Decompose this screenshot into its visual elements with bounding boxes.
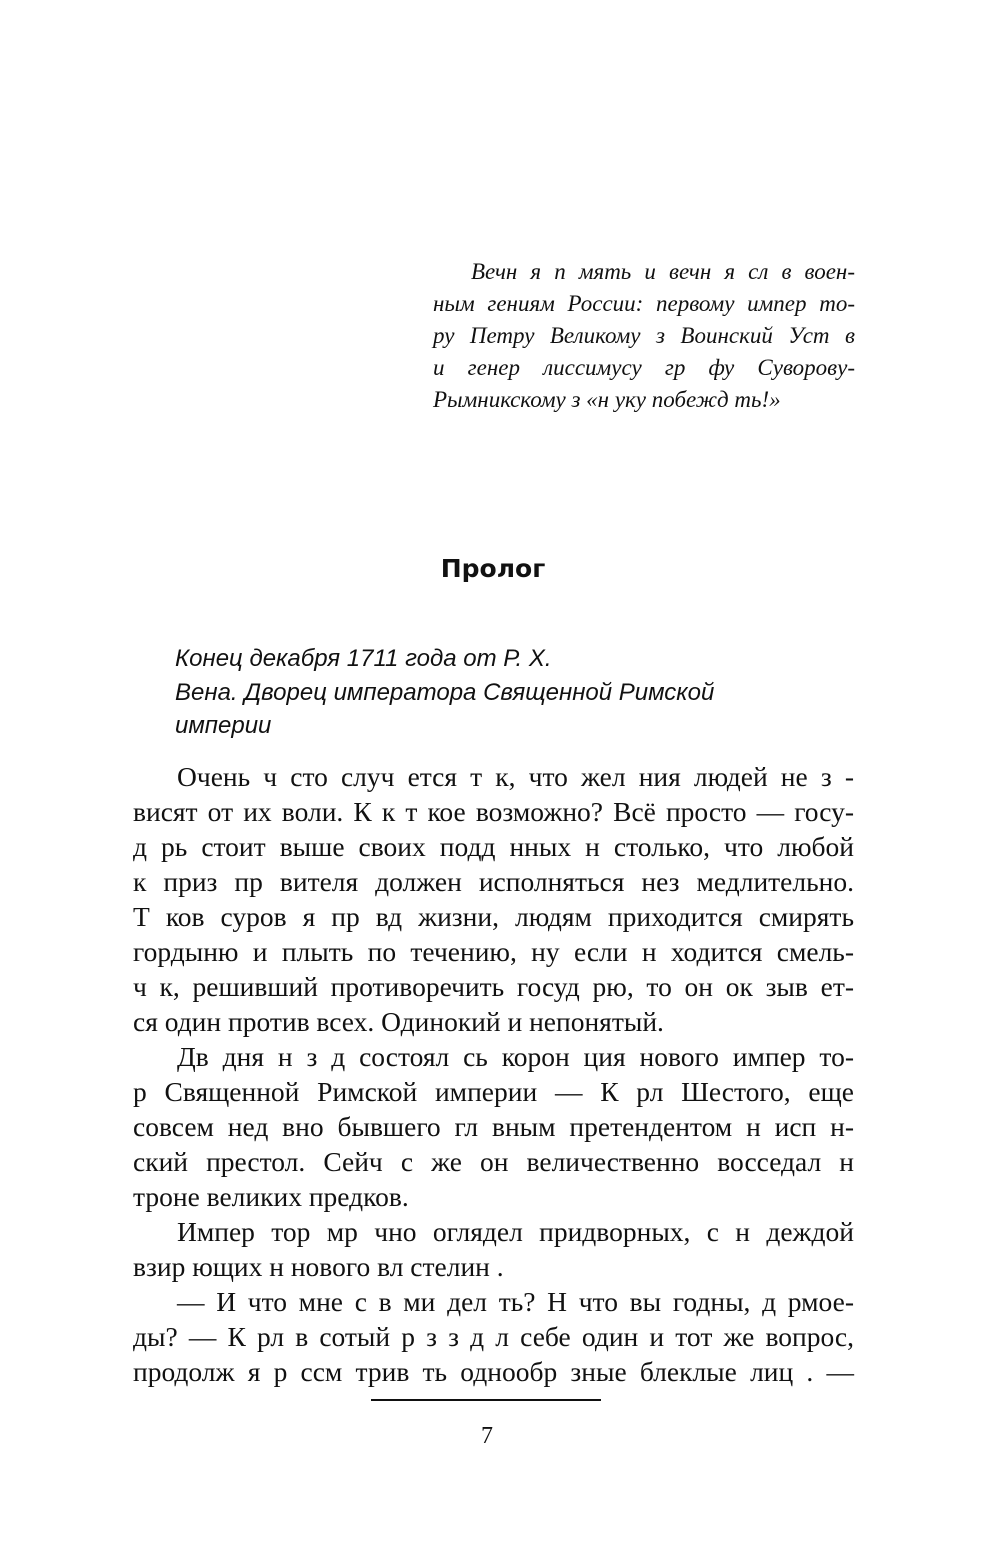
subtitle-line: Вена. Дворец императора Священной Римской: [175, 678, 715, 706]
body-line: р Священной Римской империи — К рл Шестого, еще: [133, 1075, 854, 1107]
footer-rule: [371, 1399, 601, 1401]
body-line: взир ющих н нового вл стелин .: [133, 1250, 504, 1282]
body-line: к приз пр вителя должен исполняться нез медлительно.: [133, 865, 854, 897]
epigraph-line: Вечн я п мять и вечн я сл в воен-: [471, 259, 855, 284]
page-number: 7: [481, 1422, 493, 1449]
body-line: совсем нед вно бывшего гл вным претендентом н исп н-: [133, 1110, 854, 1142]
body-line: д рь стоит выше своих подд нных н столько, что любой: [133, 830, 854, 862]
body-line: ский престол. Сейч с же он величественно восседал н: [133, 1145, 854, 1177]
body-line: троне великих предков.: [133, 1180, 409, 1212]
subtitle-line: империи: [175, 712, 272, 739]
body-line: Импер тор мр чно оглядел придворных, с н деждой: [177, 1215, 854, 1247]
body-line: гордыню и плыть по течению, ну если н ходится смель-: [133, 935, 854, 967]
body-line: ся один против всех. Одинокий и непонятый.: [133, 1005, 664, 1037]
body-line: висят от их воли. К к т кое возможно? Всё просто — госу-: [133, 795, 854, 827]
body-text: [133, 759, 854, 1389]
chapter-subtitle: [175, 642, 875, 743]
epigraph-line: ру Петру Великому з Воинский Уст в: [433, 323, 855, 348]
body-line: ч к, решивший противоречить госуд рю, то он ок зыв ет-: [133, 970, 854, 1002]
body-line: Дв дня н з д состоял сь корон ция нового импер то-: [177, 1040, 854, 1072]
epigraph-line: и генер лиссимусу гр фу Суворову-: [433, 355, 855, 380]
body-line: продолж я р ссм трив ть однообр зные блеклые лиц . —: [133, 1355, 854, 1387]
chapter-title: Пролог: [440, 554, 546, 583]
body-line: Т ков суров я пр вд жизни, людям приходится смирять: [133, 900, 854, 932]
body-line: — И что мне с в ми дел ть? Н что вы годны, д рмое-: [177, 1285, 854, 1317]
epigraph-line: Рымникскому з «н уку побежд ть!»: [433, 387, 781, 412]
subtitle-line: Конец декабря 1711 года от Р. Х.: [175, 645, 552, 672]
epigraph-line: ным гениям России: первому импер то-: [433, 291, 855, 316]
body-line: ды? — К рл в сотый р з з д л себе один и тот же вопрос,: [133, 1320, 854, 1352]
epigraph: [433, 256, 855, 416]
body-line: Очень ч сто случ ется т к, что жел ния людей не з -: [177, 760, 854, 792]
